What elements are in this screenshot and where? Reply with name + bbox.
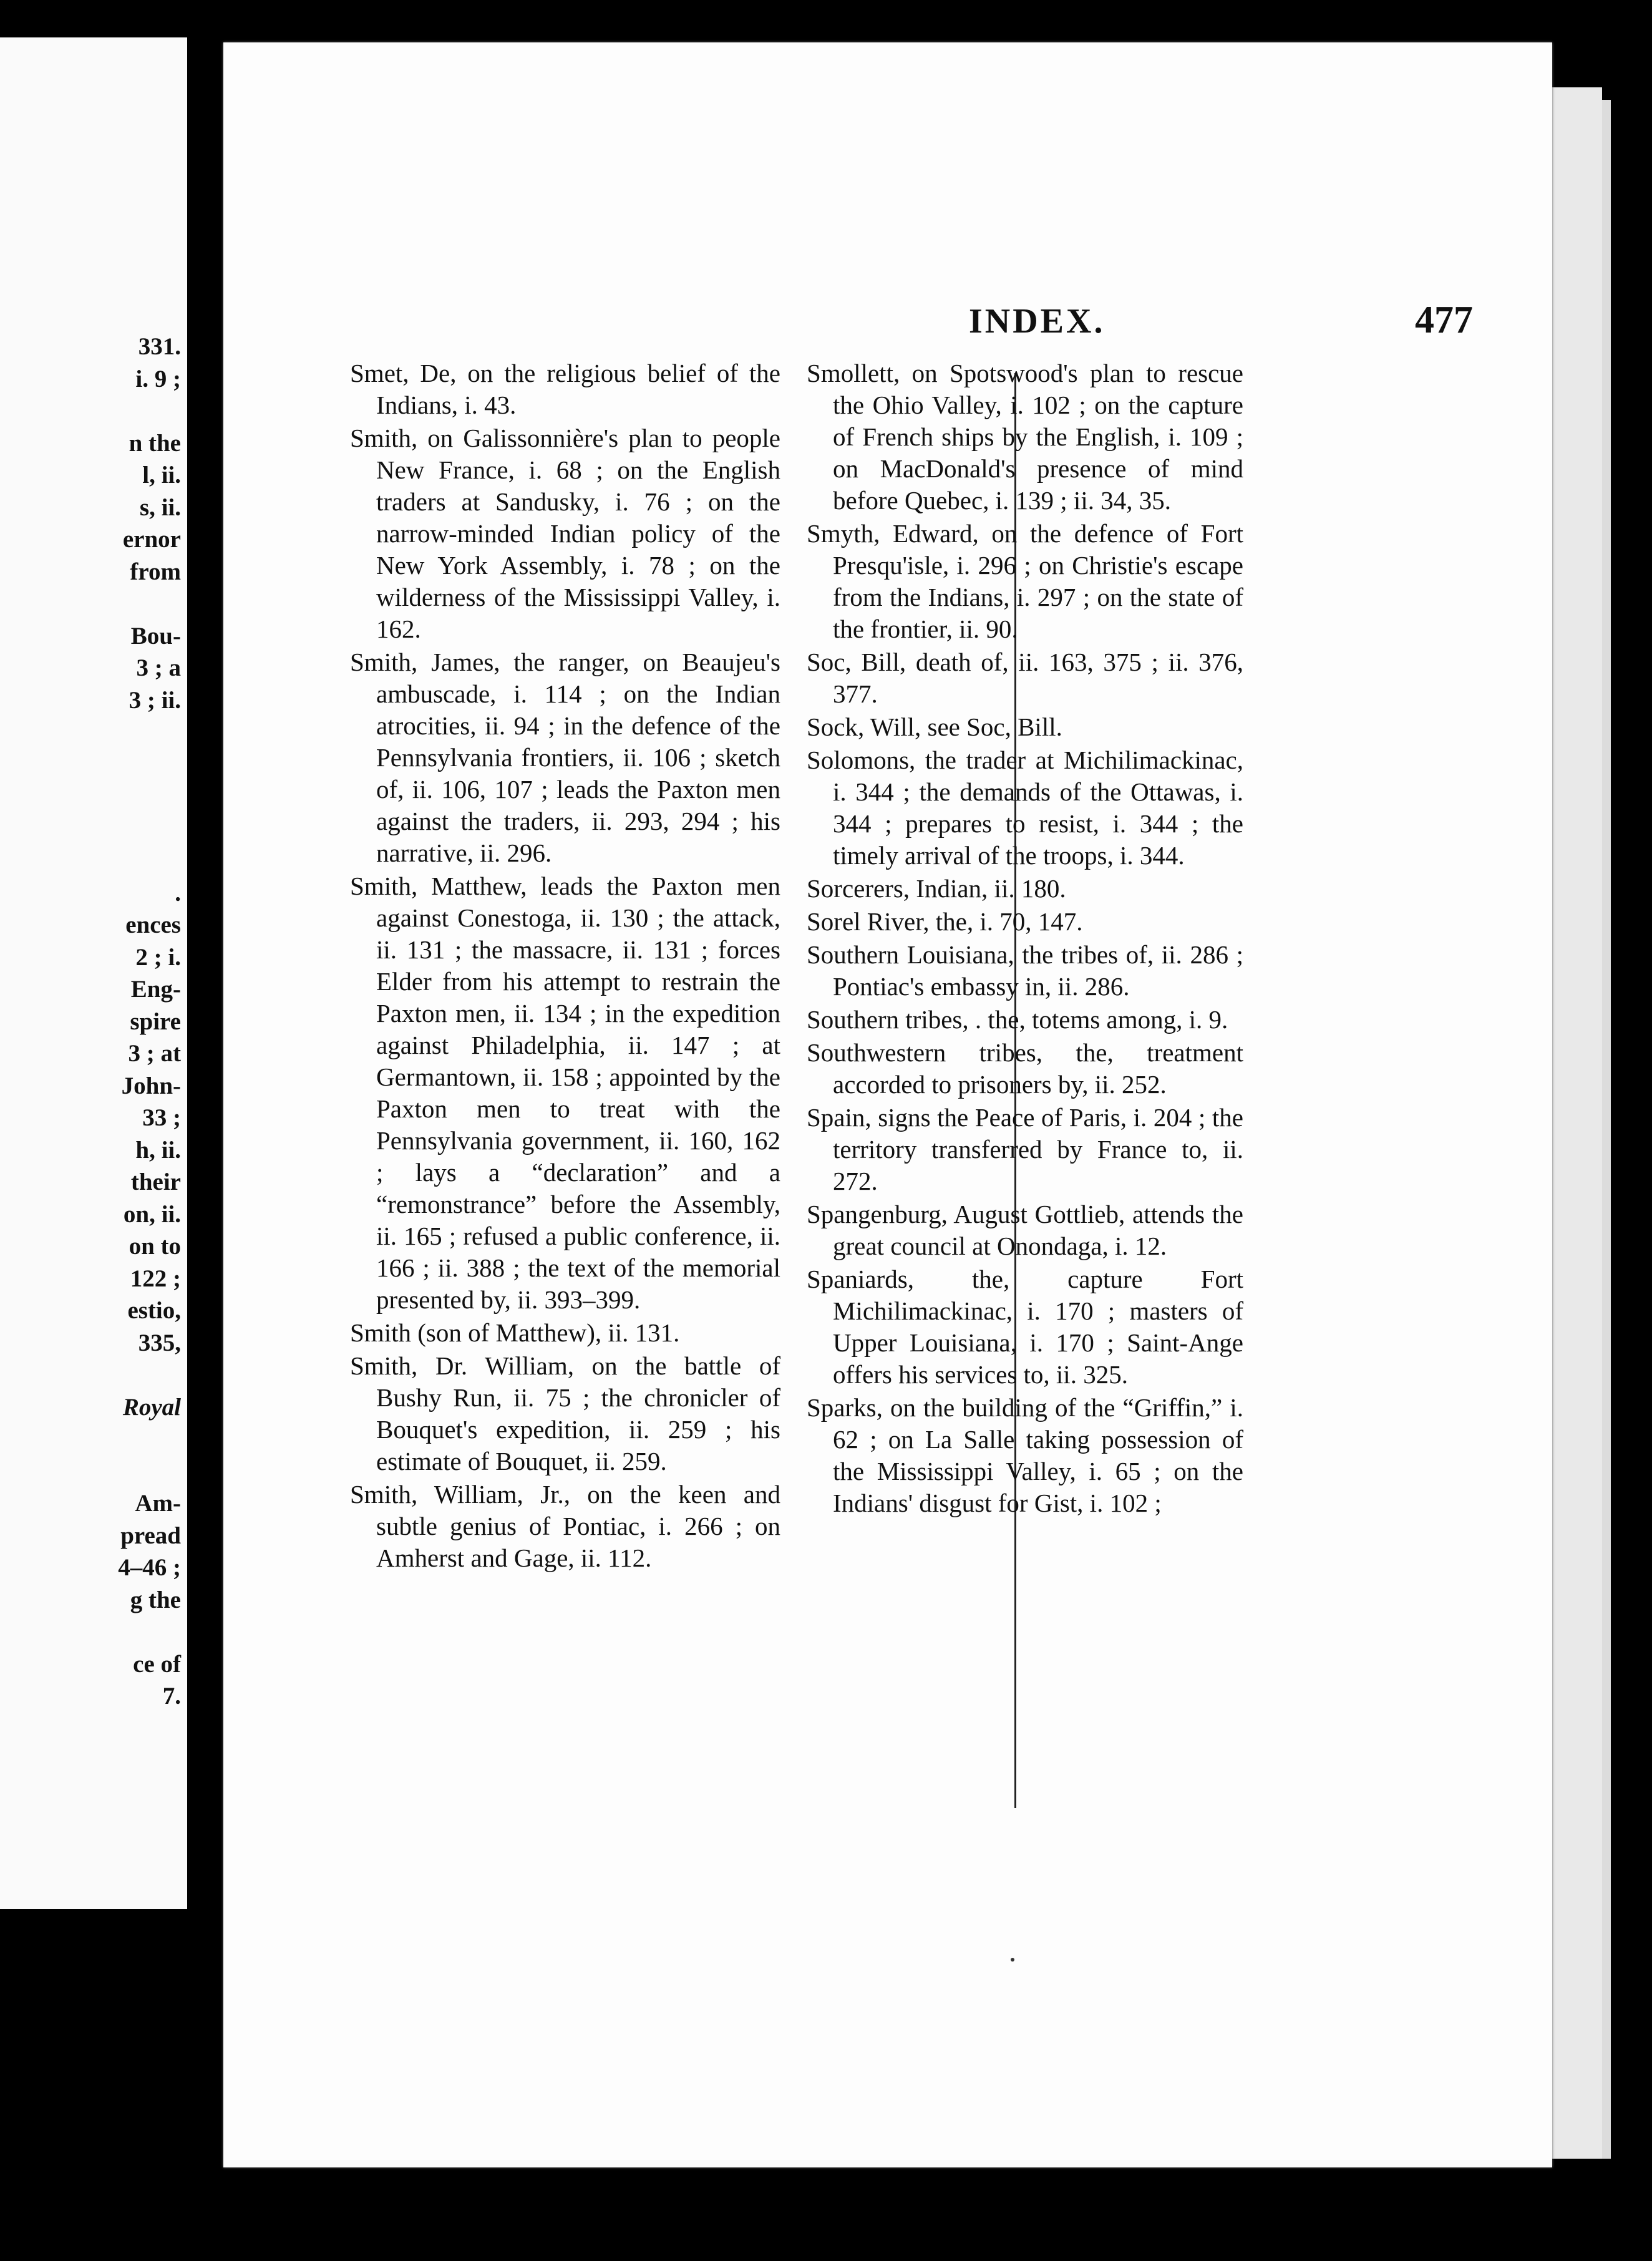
facing-page-text-fragment: pread [120,1522,181,1549]
index-entry: Southern tribes, . the, totems among, i. 9. [807,1005,1228,1034]
index-entry: Spain, signs the Peace of Paris, i. 204 ; the territory transferred by France to, ii. 272. [807,1103,1243,1195]
index-entry: Smith, on Galissonnière's plan to people New France, i. 68 ; on the English traders at Sandusky, i. 76 ; on the narrow-minded Indian policy of the New York Assembly, i. 78 ; on the wilderness of the Mississippi Valley, i. 162. [350,424,780,643]
facing-page-text-fragment: Royal [122,1393,181,1421]
facing-page-text-fragment: 122 ; [130,1265,181,1292]
facing-page-text-fragment: 4–46 ; [118,1554,181,1581]
facing-page-text-fragment: i. 9 ; [135,365,181,392]
facing-page-text-fragment: s, ii. [139,494,181,521]
facing-page-text-fragment: n the [129,429,181,457]
facing-page-text-fragment: ences [125,912,181,938]
index-entry: Sparks, on the building of the “Griffin,” i. 62 ; on La Salle taking possession of the Mississippi Valley, i. 65 ; on the Indians' disgust for Gist, i. 102 ; [807,1393,1243,1517]
facing-page-text-fragment: 331. [138,333,181,360]
index-entry: Soc, Bill, death of, ii. 163, 375 ; ii. 376, 377. [807,648,1243,708]
facing-page-text-fragment: from [130,558,181,585]
facing-page-text-fragment: 7. [162,1683,181,1709]
index-page [223,42,1552,2167]
index-entry: Southwestern tribes, the, treatment accorded to prisoners by, ii. 252. [807,1038,1243,1099]
facing-page-text-fragment: ce of [133,1650,181,1678]
facing-page-text-fragment: John- [121,1072,181,1099]
facing-page-text-fragment: . [175,879,181,907]
index-entry: Smith, William, Jr., on the keen and subtle genius of Pontiac, i. 266 ; on Amherst and Gage, ii. 112. [350,1480,780,1572]
facing-page-text-fragment: 33 ; [142,1104,181,1131]
index-entry: Smith (son of Matthew), ii. 131. [350,1318,680,1347]
facing-page-text-fragment: h, ii. [135,1136,181,1164]
print-speck [1011,1958,1014,1962]
facing-page-text-fragment: Eng- [130,976,181,1003]
index-entry: Sorcerers, Indian, ii. 180. [807,874,1066,903]
facing-page-fragment [0,37,187,1909]
index-entry: Smet, De, on the religious belief of the Indians, i. 43. [350,359,780,419]
facing-page-text-fragment: Bou- [130,622,181,649]
facing-page-text-fragment: 2 ; i. [135,943,181,971]
index-entry: Smith, Dr. William, on the battle of Bushy Run, ii. 75 ; the chronicler of Bouquet's expedition, ii. 259 ; his estimate of Bouquet, ii. 259. [350,1351,780,1476]
facing-page-text-fragment: 3 ; ii. [129,686,181,714]
index-entry: Spangenburg, August Gottlieb, attends the great council at Onondaga, i. 12. [807,1200,1243,1260]
index-entry: Smith, Matthew, leads the Paxton men against Conestoga, ii. 130 ; the attack, ii. 131 ; the massacre, ii. 131 ; forces Elder from his attempt to restrain the Paxton men, ii. 134 ; in the expedition against Philadelphia, ii. 147 ; at Germantown, ii. 158 ; appointed by the Paxton men to treat with the Pennsylvania government, ii. 160, 162 ; lays a “declaration” and a “remonstrance” before the Assembly, ii. 165 ; refused a public conference, ii. 166 ; ii. 388 ; the text of the memorial presented by, ii. 393–399. [350,872,780,1314]
index-column-left [350,357,780,1575]
facing-page-text-fragment: their [130,1169,181,1195]
index-entry: Sorel River, the, i. 70, 147. [807,907,1083,936]
index-entry: Southern Louisiana, the tribes of, ii. 286 ; Pontiac's embassy in, ii. 286. [807,940,1243,1001]
facing-page-text-fragment: 3 ; at [128,1040,181,1067]
facing-page-text-fragment: estio, [127,1297,181,1324]
running-head: INDEX. [969,302,1105,341]
index-entry: Sock, Will, see Soc, Bill. [807,712,1062,741]
index-entry: Smyth, Edward, on the defence of Fort Presqu'isle, i. 296 ; on Christie's escape from the Indians, i. 297 ; on the state of the frontier, ii. 90. [807,519,1243,643]
facing-page-text-fragment: on to [129,1233,181,1260]
page-number: 477 [1415,299,1473,341]
index-entry: Smith, James, the ranger, on Beaujeu's ambuscade, i. 114 ; on the Indian atrocities, ii. 94 ; in the defence of the Pennsylvania frontiers, ii. 106 ; sketch of, ii. 106, 107 ; leads the Paxton men against the traders, ii. 293, 294 ; his narrative, ii. 296. [350,648,780,867]
facing-page-text-fragment: on, ii. [123,1200,181,1228]
facing-page-text-fragment: 335, [138,1329,181,1356]
facing-page-text-fragment: 3 ; a [136,654,181,681]
index-entry: Solomons, the trader at Michilimackinac, i. 344 ; the demands of the Ottawas, i. 344 ; prepares to resist, i. 344 ; the timely arrival of the troops, i. 344. [807,746,1243,870]
facing-page-text-fragment: ernor [122,526,181,553]
facing-page-text-fragment: g the [130,1586,181,1613]
index-column-right [807,357,1243,1520]
facing-page-text-fragment: Am- [135,1490,181,1517]
index-entry: Smollett, on Spotswood's plan to rescue the Ohio Valley, i. 102 ; on the capture of French ships by the English, i. 109 ; on MacDonald's presence of mind before Quebec, i. 139 ; ii. 34, 35. [807,359,1243,515]
facing-page-text-fragment: spire [130,1008,181,1035]
index-entry: Spaniards, the, capture Fort Michilimackinac, i. 170 ; masters of Upper Louisiana, i. 170 ; Saint-Ange offers his services to, ii. 325. [807,1265,1243,1389]
facing-page-text-fragment: l, ii. [142,462,181,489]
